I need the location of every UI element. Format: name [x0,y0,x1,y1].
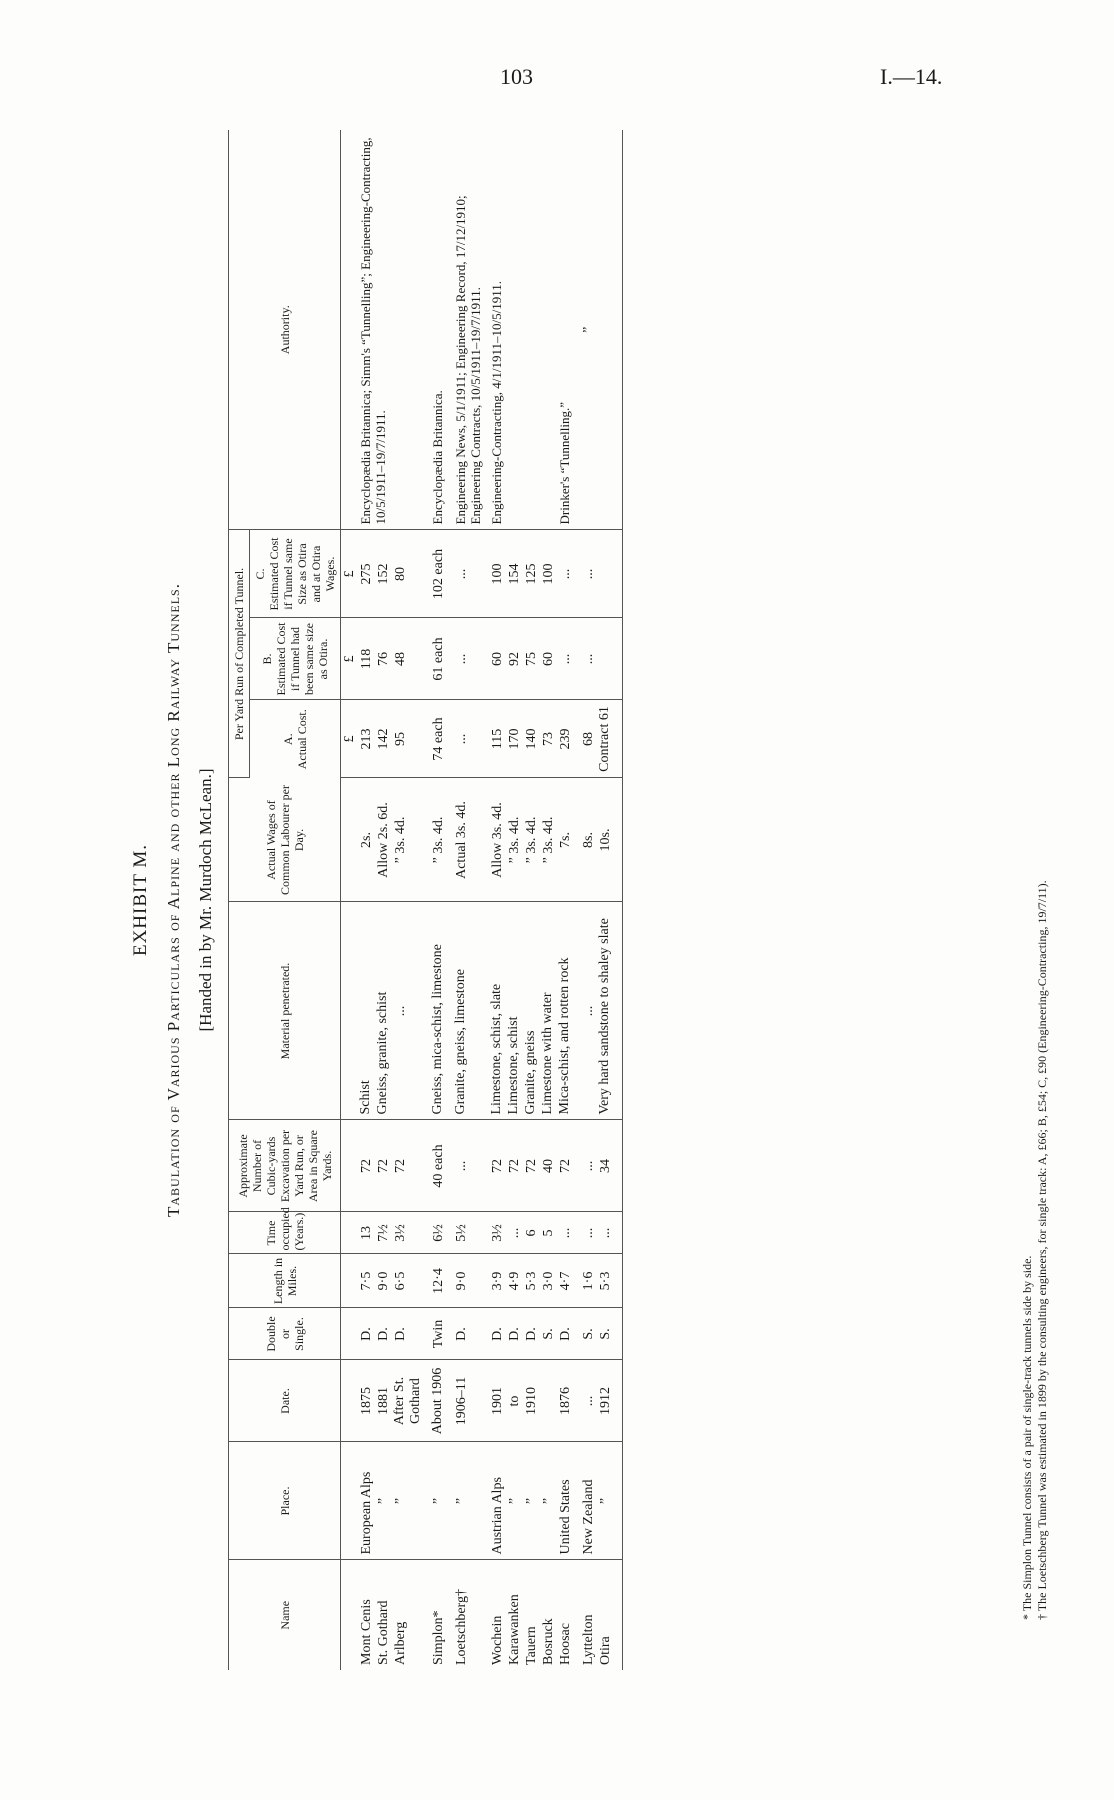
pound-sign-b: £ [341,618,359,700]
cell-length: 4·9 [506,1254,523,1308]
cell-actual-cost: 115 [483,700,506,778]
cell-name: Karawanken [507,1594,522,1665]
page-number: 103 [500,64,533,89]
cell-actual-cost: 68 [574,700,597,778]
cell-date: 1912 [597,1360,623,1442]
cell-wages: Actual 3s. 4d. [447,778,483,902]
unit-row [341,130,359,1670]
col-b-letter: B. [260,653,274,665]
table-row [574,130,597,1670]
cell-time: 7½ [375,1212,392,1254]
cell-place: ” [424,1442,447,1560]
table-subtitle: Tabulation of Various Particulars of Alpine and other Long Railway Tunnels. [164,583,183,1217]
cell-actual-cost: 142 [375,700,392,778]
cell-est-cost-c: 125 [523,530,540,618]
cell-excavation: 40 [540,1120,557,1212]
table-row [597,130,623,1670]
cell-length: 5·3 [597,1254,623,1308]
cell-wages: 8s. [574,778,597,902]
cell-place: Austrian Alps [483,1442,506,1560]
cell-ds: D. [447,1308,483,1360]
header-time: Time occupied (Years.) [229,1212,341,1254]
cell-date: 1875 [358,1360,375,1442]
cell-time: ... [597,1212,623,1254]
cell-est-cost-c [597,530,623,618]
tunnels-table [228,130,623,1670]
header-col-b [250,618,341,700]
document-reference: I.—14. [880,64,943,89]
cell-time: 3½ [483,1212,506,1254]
cell-time: 5½ [447,1212,483,1254]
cell-authority: Drinker's “Tunnelling.” [557,130,574,530]
cell-place: European Alps [358,1442,375,1560]
cell-excavation: 72 [506,1120,523,1212]
cell-est-cost-c: 100 [483,530,506,618]
cell-est-cost-b: ... [557,618,574,700]
cell-excavation: ... [574,1120,597,1212]
cell-est-cost-b: 76 [375,618,392,700]
cell-actual-cost: Contract 61 [597,700,623,778]
cell-authority: Engineering-Contracting, 4/1/1911–10/5/1911. [483,130,557,530]
cell-actual-cost: 170 [506,700,523,778]
footnote-loetschberg: † The Loetschberg Tunnel was estimated in 1899 by the consulting engineers, for single track: A, £66; B, £54; C, £90 (Engineering-Contracting, 19/7/11). [1035,880,1049,1620]
cell-actual-cost: 73 [540,700,557,778]
cell-name: Arlberg [393,1621,408,1665]
header-double-single: Double or Single. [229,1308,341,1360]
cell-excavation: 40 each [424,1120,447,1212]
cell-est-cost-b: 60 [540,618,557,700]
cell-length: 7·5 [358,1254,375,1308]
cell-est-cost-c: ... [557,530,574,618]
cell-actual-cost: 95 [392,700,424,778]
cell-wages: 7s. [557,778,574,902]
cell-excavation: 72 [523,1120,540,1212]
cell-actual-cost: 213 [358,700,375,778]
cell-est-cost-b: 75 [523,618,540,700]
cell-wages: 2s. [358,778,375,902]
cell-material: Limestone with water [540,902,557,1120]
cell-material: Gneiss, granite, schist [375,902,392,1120]
cell-ds: D. [506,1308,523,1360]
table-row [447,130,483,1670]
cell-ds: S. [574,1308,597,1360]
rotated-exhibit [120,120,1110,1680]
cell-date: ... [574,1360,597,1442]
cell-name: Hoosac [558,1623,573,1665]
header-material: Material penetrated. [229,902,341,1120]
cell-authority: ” [574,130,597,530]
cell-actual-cost: ... [447,700,483,778]
cell-place: ” [447,1442,483,1560]
header-col-c [250,530,341,618]
cell-length: 12·4 [424,1254,447,1308]
header-place: Place. [229,1442,341,1560]
header-wages: Actual Wages of Common Labourer per Day. [229,778,341,902]
cell-est-cost-c: 154 [506,530,523,618]
cell-place: New Zealand [574,1442,597,1560]
header-name: Name [229,1560,341,1670]
cell-length: 3·9 [483,1254,506,1308]
header-per-yard: Per Yard Run of Completed Tunnel. [229,530,250,778]
cell-wages: ” 3s. 4d. [424,778,447,902]
cell-time: 6½ [424,1212,447,1254]
cell-length: 6·5 [392,1254,424,1308]
table-row [557,130,574,1670]
cell-authority [597,130,623,530]
cell-wages: Allow 2s. 6d. [375,778,392,902]
pound-sign-c: £ [341,530,359,618]
cell-date: to [506,1360,523,1442]
cell-date: About 1906 [424,1360,447,1442]
cell-est-cost-b: 118 [358,618,375,700]
cell-est-cost-c: ... [574,530,597,618]
exhibit-title: EXHIBIT M. [130,843,151,957]
cell-ds: D. [483,1308,506,1360]
col-c-letter: C. [253,568,267,580]
footnotes [1020,880,1050,1620]
handed-in-note: [Handed in by Mr. Murdoch McLean.] [196,768,215,1032]
cell-ds: D. [358,1308,375,1360]
footnote-simplon: * The Simplon Tunnel consists of a pair of single-track tunnels side by side. [1020,1255,1034,1620]
cell-date [540,1360,557,1442]
cell-wages: ” 3s. 4d. [523,778,540,902]
table-row [424,130,447,1670]
cell-wages: ” 3s. 4d. [540,778,557,902]
cell-name: Lyttelton [581,1614,596,1665]
cell-excavation: 72 [392,1120,424,1212]
table-row [358,130,375,1670]
header-authority: Authority. [229,130,341,530]
cell-date: 1901 [483,1360,506,1442]
cell-excavation: 34 [597,1120,623,1212]
cell-date: After St. Gothard [392,1360,424,1442]
cell-excavation: 72 [483,1120,506,1212]
cell-time: ... [557,1212,574,1254]
table-row [483,130,506,1670]
cell-length: 3·0 [540,1254,557,1308]
cell-est-cost-b: 92 [506,618,523,700]
cell-date: 1876 [557,1360,574,1442]
cell-date: 1906–11 [447,1360,483,1442]
cell-authority: Engineering News, 5/1/1911; Engineering Record, 17/12/1910; Engineering Contracts, 10/5/1911–19/7/1911. [447,130,483,530]
cell-length: 5·3 [523,1254,540,1308]
cell-wages: ” 3s. 4d. [392,778,424,902]
cell-name: Wochein [490,1615,505,1665]
col-a-label: Actual Cost. [295,709,309,770]
cell-name: Tauern [524,1626,539,1665]
cell-material: Gneiss, mica-schist, limestone [424,902,447,1120]
cell-name: Bosruck [541,1618,556,1665]
cell-material: Granite, gneiss, limestone [447,902,483,1120]
cell-time: 13 [358,1212,375,1254]
cell-excavation: ... [447,1120,483,1212]
cell-ds: S. [597,1308,623,1360]
cell-place: ” [392,1442,424,1560]
cell-ds: Twin [424,1308,447,1360]
cell-ds: D. [557,1308,574,1360]
cell-est-cost-c: 275 [358,530,375,618]
cell-wages: 10s. [597,778,623,902]
cell-material: ... [574,902,597,1120]
cell-est-cost-c: 80 [392,530,424,618]
cell-actual-cost: 140 [523,700,540,778]
cell-time: 5 [540,1212,557,1254]
cell-wages: ” 3s. 4d. [506,778,523,902]
cell-material: Schist [358,902,375,1120]
cell-est-cost-b: 61 each [424,618,447,700]
cell-actual-cost: 239 [557,700,574,778]
cell-actual-cost: 74 each [424,700,447,778]
cell-name: Mont Cenis [359,1599,374,1665]
cell-length: 1·6 [574,1254,597,1308]
cell-est-cost-b: ... [447,618,483,700]
cell-material: Granite, gneiss [523,902,540,1120]
cell-material: Very hard sandstone to shaley slate [597,902,623,1120]
cell-name: Loetschberg† [454,1589,469,1665]
cell-est-cost-b [597,618,623,700]
header-col-a [250,700,341,778]
cell-est-cost-c: 100 [540,530,557,618]
cell-authority: Encyclopædia Britannica. [424,130,447,530]
cell-date: 1881 [375,1360,392,1442]
cell-excavation: 72 [358,1120,375,1212]
cell-est-cost-b: ... [574,618,597,700]
cell-time: ... [574,1212,597,1254]
cell-wages: Allow 3s. 4d. [483,778,506,902]
cell-time: ... [506,1212,523,1254]
cell-ds: D. [523,1308,540,1360]
cell-ds: S. [540,1308,557,1360]
cell-material: Limestone, schist, slate [483,902,506,1120]
col-c-label: Estimated Cost if Tunnel same Size as Otira and at Otira Wages. [267,537,337,611]
cell-time: 3½ [392,1212,424,1254]
cell-est-cost-b: 60 [483,618,506,700]
cell-name: Otira [598,1636,613,1665]
header-length: Length in Miles. [229,1254,341,1308]
header-date: Date. [229,1360,341,1442]
cell-place: ” [375,1442,392,1560]
cell-est-cost-c: ... [447,530,483,618]
pound-sign-a: £ [341,700,359,778]
cell-place: ” [540,1442,557,1560]
cell-date: 1910 [523,1360,540,1442]
cell-place: ” [506,1442,523,1560]
cell-excavation: 72 [375,1120,392,1212]
cell-place: ” [597,1442,623,1560]
cell-place: United States [557,1442,574,1560]
cell-authority: Encyclopædia Britannica; Simm's “Tunnelling”; Engineering-Contracting, 10/5/1911–19/7/1911. [358,130,424,530]
cell-est-cost-b: 48 [392,618,424,700]
cell-place: ” [523,1442,540,1560]
header-excavation: Approximate Number of Cubic-yards Excavation per Yard Run, or Area in Square Yards. [229,1120,341,1212]
cell-material: Limestone, schist [506,902,523,1120]
cell-length: 9·0 [447,1254,483,1308]
cell-material: ... [392,902,424,1120]
cell-est-cost-c: 152 [375,530,392,618]
cell-name: Simplon* [431,1610,446,1665]
cell-excavation: 72 [557,1120,574,1212]
cell-length: 4·7 [557,1254,574,1308]
cell-est-cost-c: 102 each [424,530,447,618]
cell-time: 6 [523,1212,540,1254]
col-a-letter: A. [281,733,295,746]
cell-ds: D. [375,1308,392,1360]
col-b-label: Estimated Cost if Tunnel had been same size as Otira. [274,622,330,696]
cell-name: St. Gothard [376,1600,391,1665]
cell-material: Mica-schist, and rotten rock [557,902,574,1120]
cell-length: 9·0 [375,1254,392,1308]
cell-ds: D. [392,1308,424,1360]
